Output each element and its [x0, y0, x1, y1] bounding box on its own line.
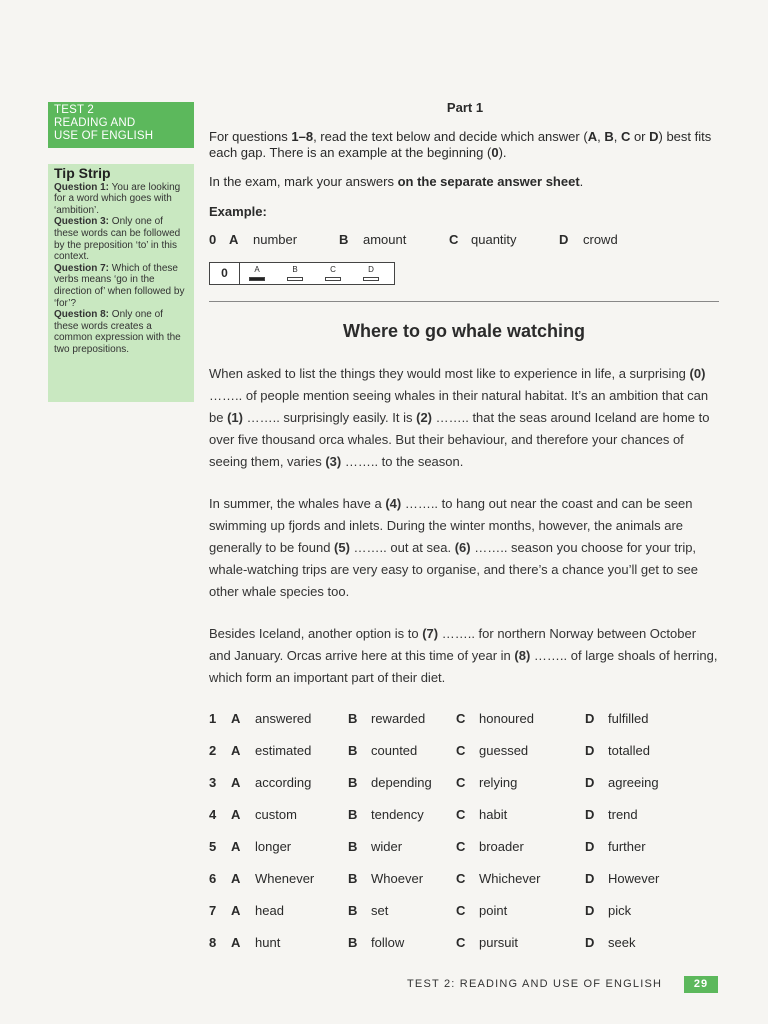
option-word-c: pursuit: [479, 935, 519, 950]
option-word-a: answered: [255, 711, 312, 726]
option-word-b: Whoever: [371, 871, 424, 886]
option-letter-a: A: [231, 839, 241, 854]
option-letter-b: B: [348, 871, 358, 886]
tip-text: Only one of these words can be followed by the preposition ‘to’ in this context.: [54, 216, 181, 263]
question-number: 4: [209, 807, 217, 822]
question-number: 5: [209, 839, 217, 854]
question-row-3: [209, 773, 729, 805]
article-paragraph-1: [209, 363, 719, 473]
option-word-a: head: [255, 903, 284, 918]
example-word-b: amount: [363, 232, 407, 247]
part-title: Part 1: [446, 100, 484, 115]
option-word-c: broader: [479, 839, 524, 854]
option-letter-c: C: [456, 807, 466, 822]
instr-letter: C: [620, 129, 631, 144]
paragraph-text: When asked to list the things they would most like to experience in life, a surprising: [209, 366, 690, 381]
instr-range: 1–8: [291, 129, 314, 144]
paragraph-text: …….. to hang out near the coast and can be seen swimming up fjords and inlets. During the winter months, however, the animals are generally to be found: [209, 496, 693, 555]
paragraph-text: …….. out at sea.: [349, 540, 455, 555]
tip-text: Which of these verbs means ‘go in the direction of’ when followed by ‘for’?: [54, 262, 185, 309]
instr-text: , read the text below and decide which answer (: [313, 129, 588, 144]
option-word-d: fulfilled: [608, 711, 649, 726]
answer-box-num: 0: [210, 263, 240, 284]
tip-question-7: [54, 263, 188, 309]
option-word-a: hunt: [255, 935, 281, 950]
tip-text: Only one of these words creates a common expression with the two prepositions.: [54, 309, 181, 355]
option-letter-c: C: [456, 839, 466, 854]
tip-label: Question 1:: [54, 181, 110, 193]
option-word-d: further: [608, 839, 646, 854]
example-word-a: number: [253, 232, 298, 247]
option-word-c: habit: [479, 807, 508, 822]
option-letter-a: A: [231, 711, 241, 726]
tip-strip: [48, 164, 194, 402]
option-word-b: rewarded: [371, 711, 426, 726]
option-word-c: Whichever: [479, 871, 541, 886]
tip-question-8: [54, 309, 188, 355]
tip-label: Question 7:: [54, 262, 110, 274]
section-divider: [209, 301, 719, 302]
option-word-d: pick: [608, 903, 632, 918]
option-letter-a: A: [231, 871, 241, 886]
paragraph-text: …….. surprisingly easily. It is: [242, 410, 417, 425]
option-letter-d: D: [585, 743, 595, 758]
option-word-b: tendency: [371, 807, 424, 822]
option-word-d: trend: [608, 807, 638, 822]
header-line-2: READING AND: [54, 117, 136, 129]
option-word-b: set: [371, 903, 389, 918]
question-row-1: [209, 709, 729, 741]
answer-box-mark-b: [287, 277, 303, 281]
example-letter-a: A: [229, 232, 239, 247]
option-letter-c: C: [456, 903, 466, 918]
tip-question-1: [54, 182, 188, 217]
example-letter-c: C: [449, 232, 459, 247]
answer-box-letter-d: D: [368, 265, 374, 274]
option-letter-a: A: [231, 935, 241, 950]
instr-letter: D: [649, 129, 659, 144]
option-letter-d: D: [585, 903, 595, 918]
option-letter-c: C: [456, 871, 466, 886]
option-letter-d: D: [585, 807, 595, 822]
tip-label: Question 3:: [54, 216, 110, 228]
option-letter-d: D: [585, 839, 595, 854]
option-word-b: counted: [371, 743, 418, 758]
gap-number: (2): [416, 410, 432, 425]
instr-text: .: [579, 174, 584, 189]
question-row-7: [209, 901, 729, 933]
instr-text: or: [630, 129, 650, 144]
paragraph-text: …….. that the seas around Iceland are home to over five thousand orca whales. But their behaviour, and therefore your chances of seeing them, varies: [209, 410, 710, 469]
question-row-5: [209, 837, 729, 869]
option-word-a: custom: [255, 807, 297, 822]
instr-text: For questions: [209, 129, 292, 144]
article-heading: Where to go whale watching: [342, 321, 585, 341]
instr-text: ) best fits each gap. There is an example at the beginning (: [209, 129, 712, 160]
question-number: 3: [209, 775, 217, 790]
option-word-c: point: [479, 903, 508, 918]
option-word-a: Whenever: [255, 871, 315, 886]
option-word-c: relying: [479, 775, 518, 790]
answer-options: [209, 709, 729, 965]
example-letter-d: D: [559, 232, 569, 247]
answer-box-letter-a: A: [254, 265, 260, 274]
paragraph-text: Besides Iceland, another option is to: [209, 626, 423, 641]
option-word-d: agreeing: [608, 775, 659, 790]
tip-question-3: [54, 216, 188, 262]
option-word-d: However: [608, 871, 660, 886]
option-letter-d: D: [585, 871, 595, 886]
instr-text: ).: [498, 145, 507, 160]
answer-box-mark-c: [325, 277, 341, 281]
option-word-c: guessed: [479, 743, 529, 758]
question-number: 1: [209, 711, 217, 726]
gap-number: (6): [454, 540, 471, 555]
option-letter-a: A: [231, 807, 241, 822]
gap-number: (5): [334, 540, 350, 555]
paragraph-text: …….. for northern Norway between October and January. Orcas arrive here at this time of year in: [209, 626, 697, 663]
instructions-line-2: [209, 174, 729, 190]
question-row-4: [209, 805, 729, 837]
gap-number: (7): [422, 626, 439, 641]
gap-number: (4): [385, 496, 402, 511]
instr-text: In the exam, mark your answers: [209, 174, 398, 189]
option-letter-d: D: [585, 711, 595, 726]
question-row-6: [209, 869, 729, 901]
option-word-d: seek: [608, 935, 636, 950]
example-letter-b: B: [339, 232, 349, 247]
answer-box-mark-d: [363, 277, 379, 281]
example-word-c: quantity: [471, 232, 517, 247]
paragraph-text: …….. of people mention seeing whales in their natural habitat. It’s an ambition that can be: [209, 388, 709, 425]
option-letter-b: B: [348, 711, 358, 726]
option-word-a: according: [255, 775, 312, 790]
instr-letter: A: [587, 129, 598, 144]
option-word-b: depending: [371, 775, 432, 790]
option-letter-a: A: [231, 775, 241, 790]
option-letter-c: C: [456, 935, 466, 950]
question-number: 8: [209, 935, 217, 950]
article-paragraph-3: [209, 623, 719, 689]
tip-text: You are looking for a word which goes with ‘ambition’.: [54, 181, 181, 216]
answer-box-mark-a: [249, 277, 265, 281]
option-word-b: wider: [371, 839, 403, 854]
article-paragraph-2: [209, 493, 719, 603]
option-letter-c: C: [456, 711, 466, 726]
paragraph-text: …….. of large shoals of herring, which form an important part of their diet.: [209, 648, 718, 685]
paragraph-text: In summer, the whales have a: [209, 496, 386, 511]
option-word-a: estimated: [255, 743, 312, 758]
answer-box-letter-c: C: [330, 265, 336, 274]
tip-label: Question 8:: [54, 309, 110, 321]
example-label: Example:: [209, 204, 267, 219]
option-word-c: honoured: [479, 711, 534, 726]
paragraph-text: …….. season you choose for your trip, whale-watching trips are very easy to organise, and there’s a chance you’ll get to see other whale species too.: [209, 540, 698, 599]
instr-letter: B: [604, 129, 614, 144]
question-number: 7: [209, 903, 217, 918]
option-letter-b: B: [348, 935, 358, 950]
header-line-3: USE OF ENGLISH: [54, 130, 154, 142]
option-letter-b: B: [348, 743, 358, 758]
question-number: 2: [209, 743, 217, 758]
instructions-line-1: For questions 1–8, read the text below and decide which answer (A, B, C or D) best fits each gap. There is an example at the beginning (0).: [209, 129, 712, 160]
gap-number: (1): [227, 410, 243, 425]
option-letter-a: A: [231, 743, 241, 758]
gap-number: (0): [689, 366, 706, 381]
option-letter-d: D: [585, 935, 595, 950]
option-letter-b: B: [348, 903, 358, 918]
option-letter-c: C: [456, 743, 466, 758]
header-line-1: TEST 2: [54, 104, 94, 116]
option-letter-b: B: [348, 775, 358, 790]
instr-zero: 0: [491, 145, 499, 160]
example-answer-box: [209, 262, 395, 285]
instr-bold: on the separate answer sheet: [397, 174, 580, 189]
option-word-d: totalled: [608, 743, 650, 758]
example-num: 0: [209, 232, 217, 247]
option-letter-b: B: [348, 807, 358, 822]
question-row-8: [209, 933, 729, 965]
gap-number: (8): [514, 648, 531, 663]
option-letter-c: C: [456, 775, 466, 790]
option-letter-a: A: [231, 903, 241, 918]
page-number: 29: [684, 976, 718, 993]
option-word-a: longer: [255, 839, 292, 854]
option-letter-d: D: [585, 775, 595, 790]
option-word-b: follow: [371, 935, 405, 950]
gap-number: (3): [325, 454, 342, 469]
question-number: 6: [209, 871, 217, 886]
example-row: [209, 232, 729, 248]
answer-box-letter-b: B: [292, 265, 298, 274]
footer-text: TEST 2: READING AND USE OF ENGLISH: [407, 978, 663, 990]
example-word-d: crowd: [583, 232, 618, 247]
question-row-2: [209, 741, 729, 773]
paragraph-text: …….. to the season.: [341, 454, 464, 469]
tip-strip-title: Tip Strip: [54, 165, 111, 181]
option-letter-b: B: [348, 839, 358, 854]
